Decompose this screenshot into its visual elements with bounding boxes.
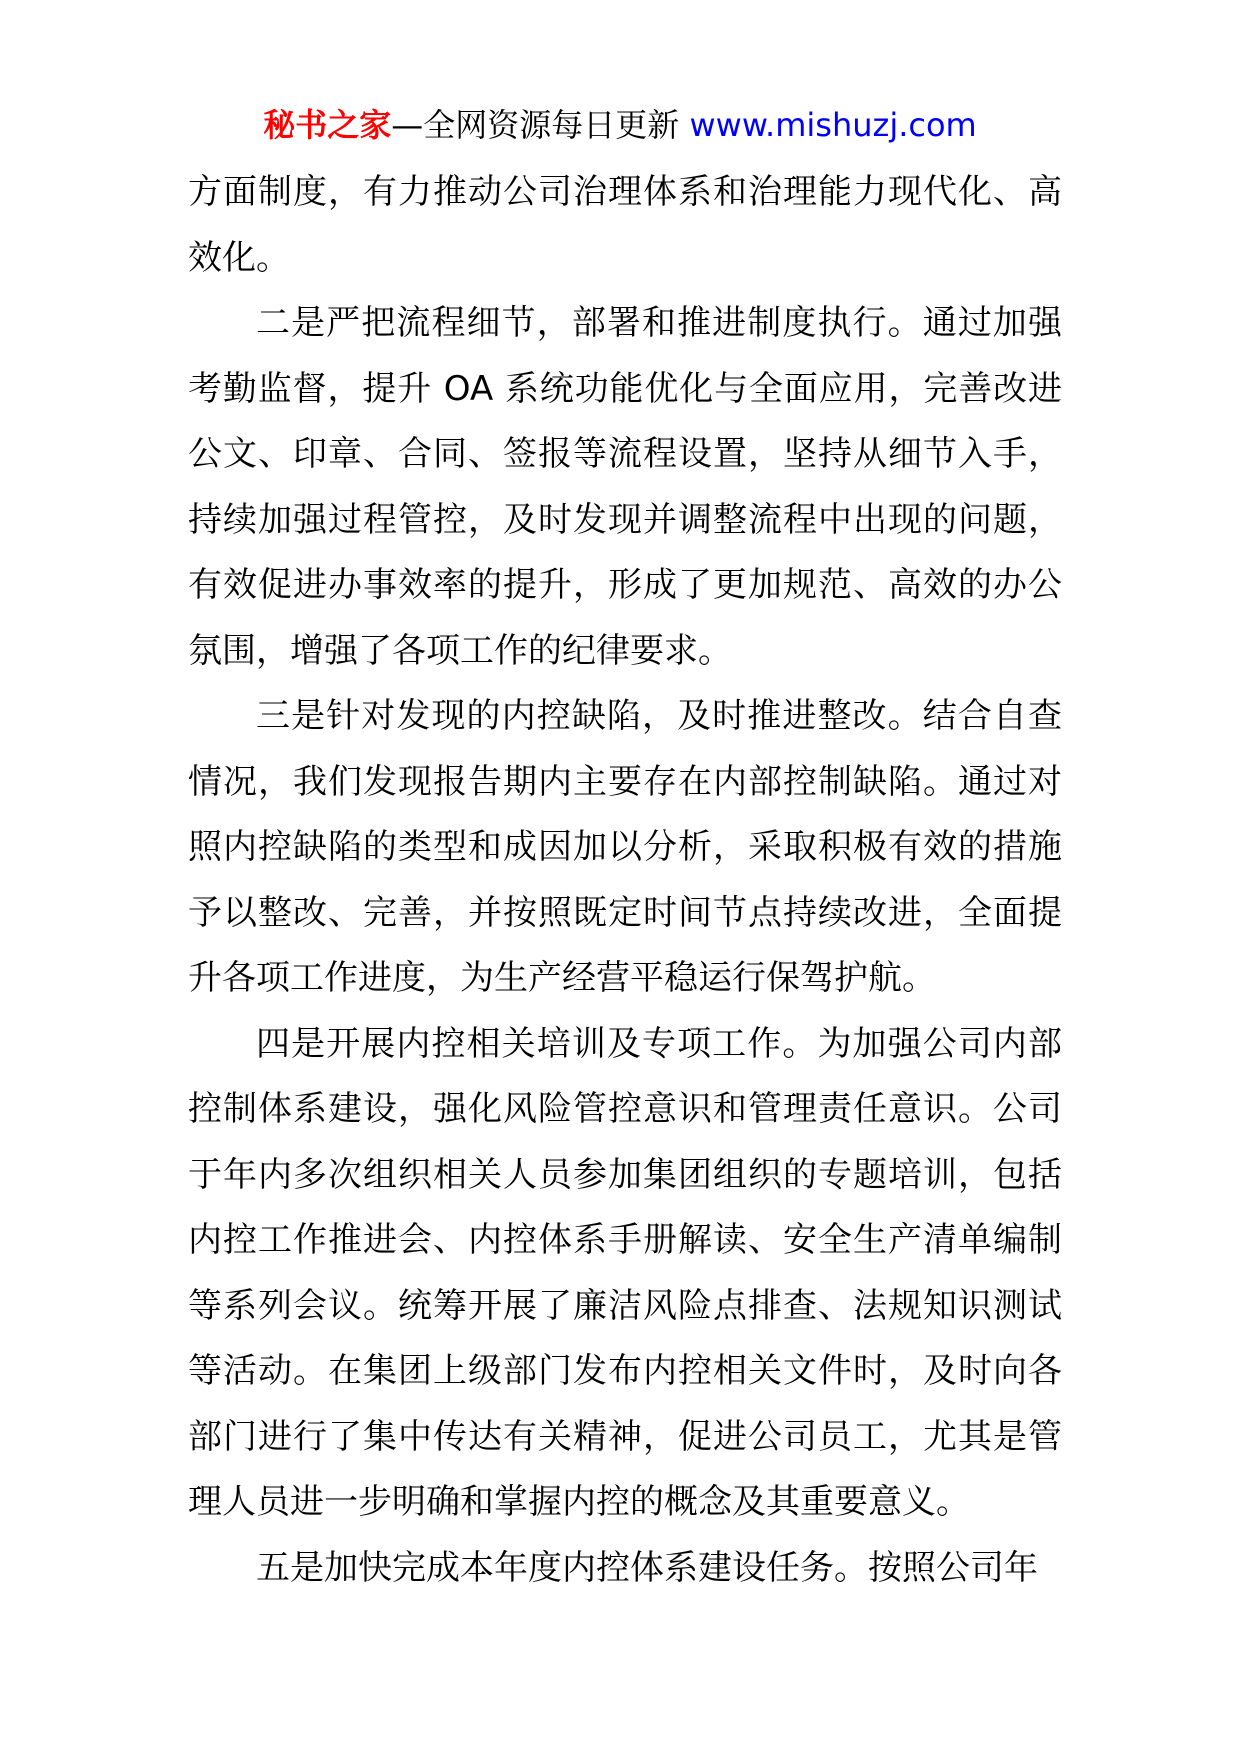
- paragraph-process-details: 二是严把流程细节，部署和推进制度执行。通过加强考勤监督，提升 OA 系统功能优化与全面应用，完善改进公文、印章、合同、签报等流程设置，坚持从细节入手，持续加强过程管控，及时发现并调整流程中出现的问题，有效促进办事效率的提升，形成了更加规范、高效的办公氛围，增强了各项工作的纪律要求。: [188, 303, 1062, 671]
- paragraph-training: 四是开展内控相关培训及专项工作。为加强公司内部控制体系建设，强化风险管控意识和管理责任意识。公司于年内多次组织相关人员参加集团组织的专题培训，包括内控工作推进会、内控体系手册解读、安全生产清单编制等系列会议。统筹开展了廉洁风险点排查、法规知识测试等活动。在集团上级部门发布内控相关文件时，及时向各部门进行了集中传达有关精神，促进公司员工，尤其是管理人员进一步明确和掌握内控的概念及其重要意义。: [188, 1023, 1062, 1522]
- site-header: [0, 100, 1240, 150]
- document-body: [188, 160, 1062, 1601]
- paragraph-control-defects: 三是针对发现的内控缺陷，及时推进整改。结合自查情况，我们发现报告期内主要存在内部控制缺陷。通过对照内控缺陷的类型和成因加以分析，采取积极有效的措施予以整改、完善，并按照既定时间节点持续改进，全面提升各项工作进度，为生产经营平稳运行保驾护航。: [188, 696, 1062, 998]
- site-brand: 秘书之家: [263, 106, 392, 144]
- site-tagline: —全网资源每日更新: [391, 106, 680, 144]
- paragraph-annual-tasks: 五是加快完成本年度内控体系建设任务。按照公司年: [256, 1547, 1038, 1588]
- paragraph-continuation: 方面制度，有力推动公司治理体系和治理能力现代化、高效化。: [188, 172, 1062, 278]
- site-url-link[interactable]: www.mishuzj.com: [689, 106, 977, 144]
